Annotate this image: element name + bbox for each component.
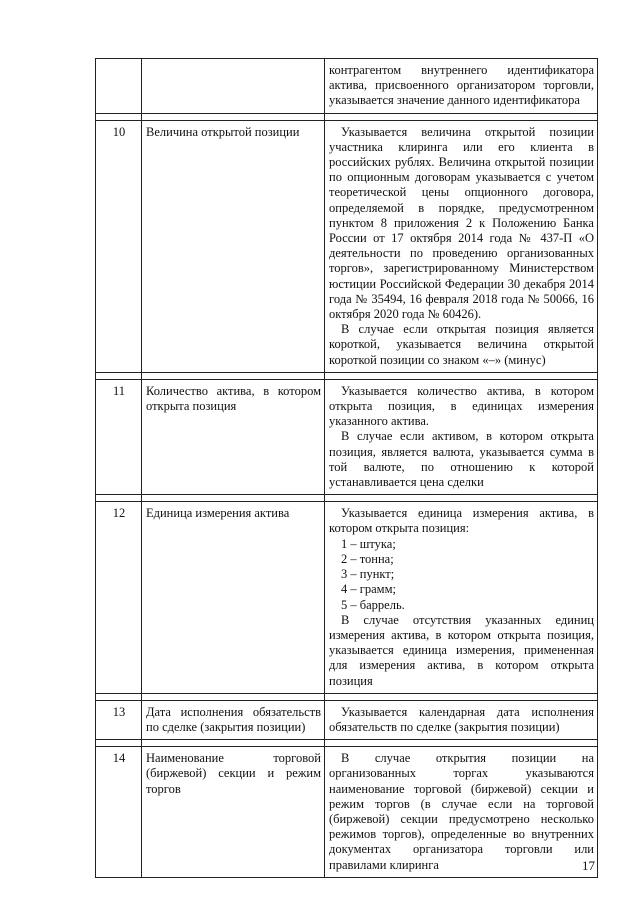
description-paragraph: В случае отсутствия указанных единиц измерения актива, в котором открыта позиция, указывается единица измерения, примененная для измерения актива, в котором открыта позиция	[329, 612, 594, 688]
description-paragraph: Указывается единица измерения актива, в котором открыта позиция:	[329, 506, 594, 536]
row-description	[325, 502, 598, 693]
row-number: 11	[96, 379, 142, 494]
description-paragraph: В случае если активом, в котором открыта позиция, является валюта, указывается сумма в той валюте, по отношению к которой устанавливается цена сделки	[329, 429, 594, 490]
description-paragraph: Указывается календарная дата исполнения обязательств по сделке (закрытия позиции)	[329, 704, 594, 734]
list-item: 3 – пункт;	[341, 567, 395, 582]
row-description	[325, 59, 598, 114]
description-paragraph: В случае если открытая позиция является короткой, указывается величина открытой короткой позиции со знаком «–» (минус)	[329, 322, 594, 367]
description-paragraph: В случае открытия позиции на организованных торгах указываются наименование торговой (биржевой) секции и режим торгов (в случае если на торговой (биржевой) секции предусмотрено несколько режимов торгов), определенные во внутренних документах организатора торговли или правилами клиринга	[329, 751, 594, 872]
description-paragraph: Указывается количество актива, в котором открыта позиция, в единицах измерения указанного актива.	[329, 383, 594, 429]
row-spacer	[96, 113, 598, 120]
page-number: 17	[582, 858, 595, 873]
row-number	[96, 59, 142, 114]
table-row	[96, 502, 598, 693]
row-description	[325, 379, 598, 494]
row-number: 13	[96, 700, 142, 739]
description-paragraph: Указывается величина открытой позиции участника клиринга или его клиента в российских рублях. Величина открытой позиции по опционным договорам указывается с учетом теоретической цены опционного договора, определяемой в порядке, предусмотренном пунктом 8 приложения 2 к Положению Банка России от 17 октября 2014 года № 437-П «О деятельности по проведению организованных торгов», зарегистрированному Министерством юстиции Российской Федерации 30 декабря 2014 года № 35494, 16 февраля 2018 года № 50066, 16 октября 2020 года № 60426).	[329, 124, 594, 322]
row-field-name: Величина открытой позиции	[142, 120, 325, 372]
table-row	[96, 700, 598, 739]
table-row	[96, 59, 598, 114]
table-row	[96, 120, 598, 372]
row-number: 12	[96, 502, 142, 693]
table-row	[96, 379, 598, 494]
row-spacer	[96, 693, 598, 700]
row-description	[325, 747, 598, 878]
list-item: 5 – баррель.	[341, 597, 405, 612]
row-number: 10	[96, 120, 142, 372]
row-number: 14	[96, 747, 142, 878]
table-row	[96, 747, 598, 878]
row-spacer	[96, 740, 598, 747]
unit-list	[329, 537, 594, 613]
row-field-name: Единица измерения актива	[142, 502, 325, 693]
row-field-name: Дата исполнения обязательств по сделке (закрытия позиции)	[142, 700, 325, 739]
row-spacer	[96, 495, 598, 502]
list-item: 2 – тонна;	[341, 551, 394, 566]
row-field-name: Наименование торговой (биржевой) секции и режим торгов	[142, 747, 325, 878]
row-description	[325, 700, 598, 739]
document-table	[95, 58, 598, 878]
description-paragraph: контрагентом внутреннего идентификатора актива, присвоенного организатором торговли, указывается значение данного идентификатора	[329, 63, 594, 108]
row-field-name	[142, 59, 325, 114]
row-spacer	[96, 372, 598, 379]
row-description	[325, 120, 598, 372]
list-item: 1 – штука;	[341, 536, 396, 551]
row-field-name: Количество актива, в котором открыта позиция	[142, 379, 325, 494]
list-item: 4 – грамм;	[341, 582, 396, 597]
